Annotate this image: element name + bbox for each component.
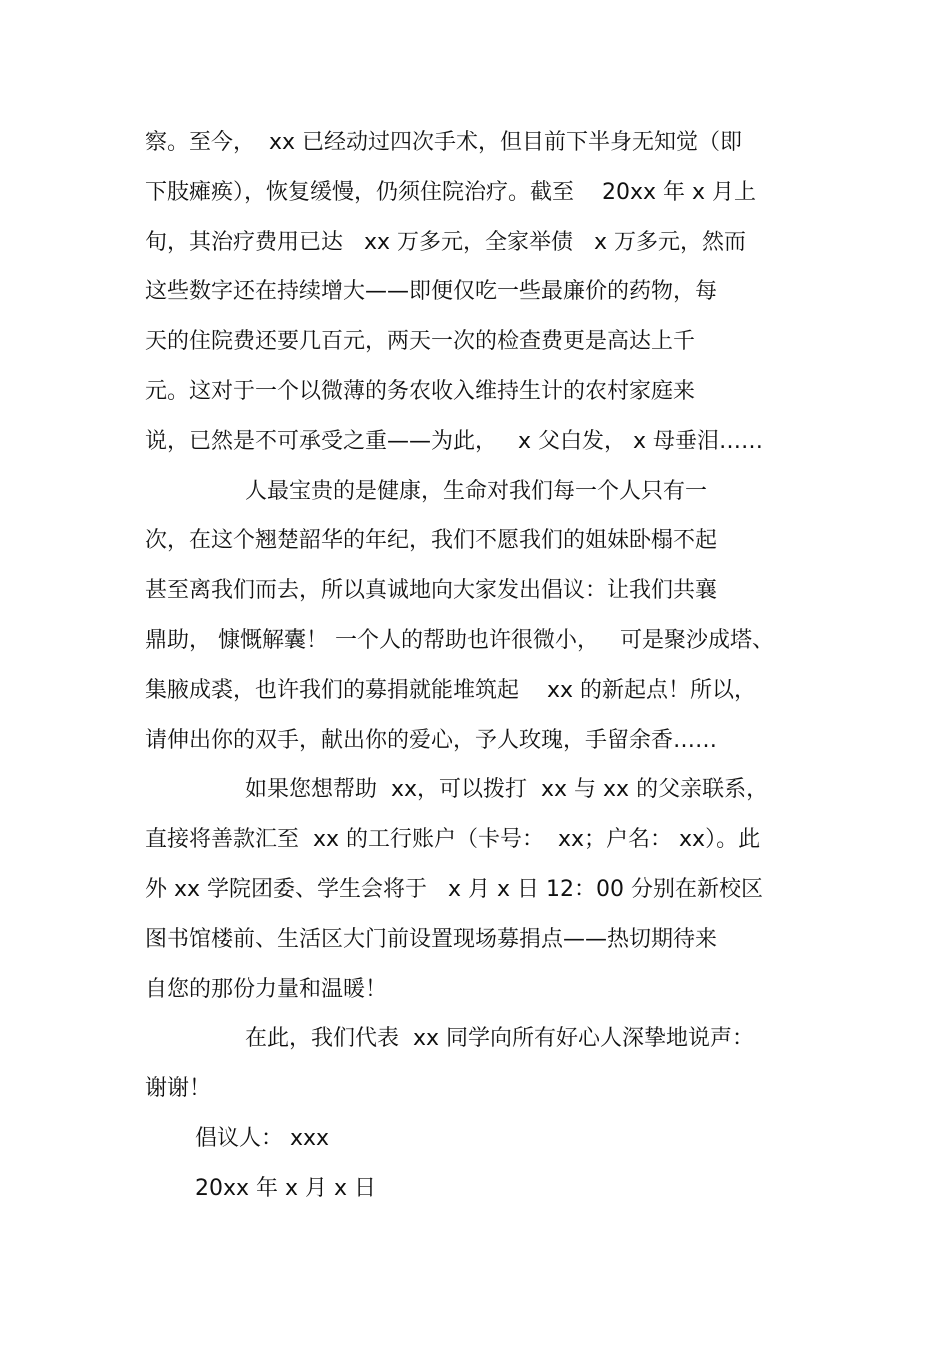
paragraph-start: 在此，我们代表 xx 同学向所有好心人深挚地说声：	[245, 1026, 755, 1051]
text-line: 说，已然是不可承受之重——为此， x 父白发， x 母垂泪……	[145, 429, 763, 454]
text-line: 图书馆楼前、生活区大门前设置现场募捐点——热切期待来	[145, 927, 718, 952]
paragraph-start: 如果您想帮助 xx，可以拨打 xx 与 xx 的父亲联系，	[245, 777, 769, 802]
text-line: 次，在这个翘楚韶华的年纪，我们不愿我们的姐妹卧榻不起	[145, 528, 718, 553]
text-line: 察。至今， xx 已经动过四次手术，但目前下半身无知觉（即	[145, 130, 743, 155]
text-line: 集腋成裘，也许我们的募捐就能堆筑起 xx 的新起点！所以，	[145, 678, 757, 703]
text-line: 谢谢！	[145, 1076, 212, 1101]
text-line: 旬，其治疗费用已达 xx 万多元，全家举债 x 万多元，然而	[145, 230, 747, 255]
text-line: 天的住院费还要几百元，两天一次的检查费更是高达上千	[145, 329, 696, 354]
text-line: 外 xx 学院团委、学生会将于 x 月 x 日 12：00 分别在新校区	[145, 877, 763, 902]
paragraph-start: 人最宝贵的是健康，生命对我们每一个人只有一	[245, 479, 708, 504]
text-line: 下肢瘫痪），恢复缓慢，仍须住院治疗。截至 20xx 年 x 月上	[145, 180, 757, 205]
signature-date: 20xx 年 x 月 x 日	[195, 1176, 377, 1201]
text-line: 元。这对于一个以微薄的务农收入维持生计的农村家庭来	[145, 379, 696, 404]
text-line: 鼎助， 慷慨解囊！ 一个人的帮助也许很微小， 可是聚沙成塔、	[145, 628, 774, 653]
signature-initiator: 倡议人： xxx	[195, 1126, 330, 1151]
text-line: 这些数字还在持续增大——即便仅吃一些最廉价的药物，每	[145, 279, 718, 304]
text-line: 直接将善款汇至 xx 的工行账户（卡号： xx；户名： xx）。此	[145, 827, 761, 852]
text-line: 自您的那份力量和温暖！	[145, 977, 388, 1002]
text-line: 甚至离我们而去，所以真诚地向大家发出倡议：让我们共襄	[145, 578, 718, 603]
text-line: 请伸出你的双手，献出你的爱心，予人玫瑰，手留余香……	[145, 728, 718, 753]
